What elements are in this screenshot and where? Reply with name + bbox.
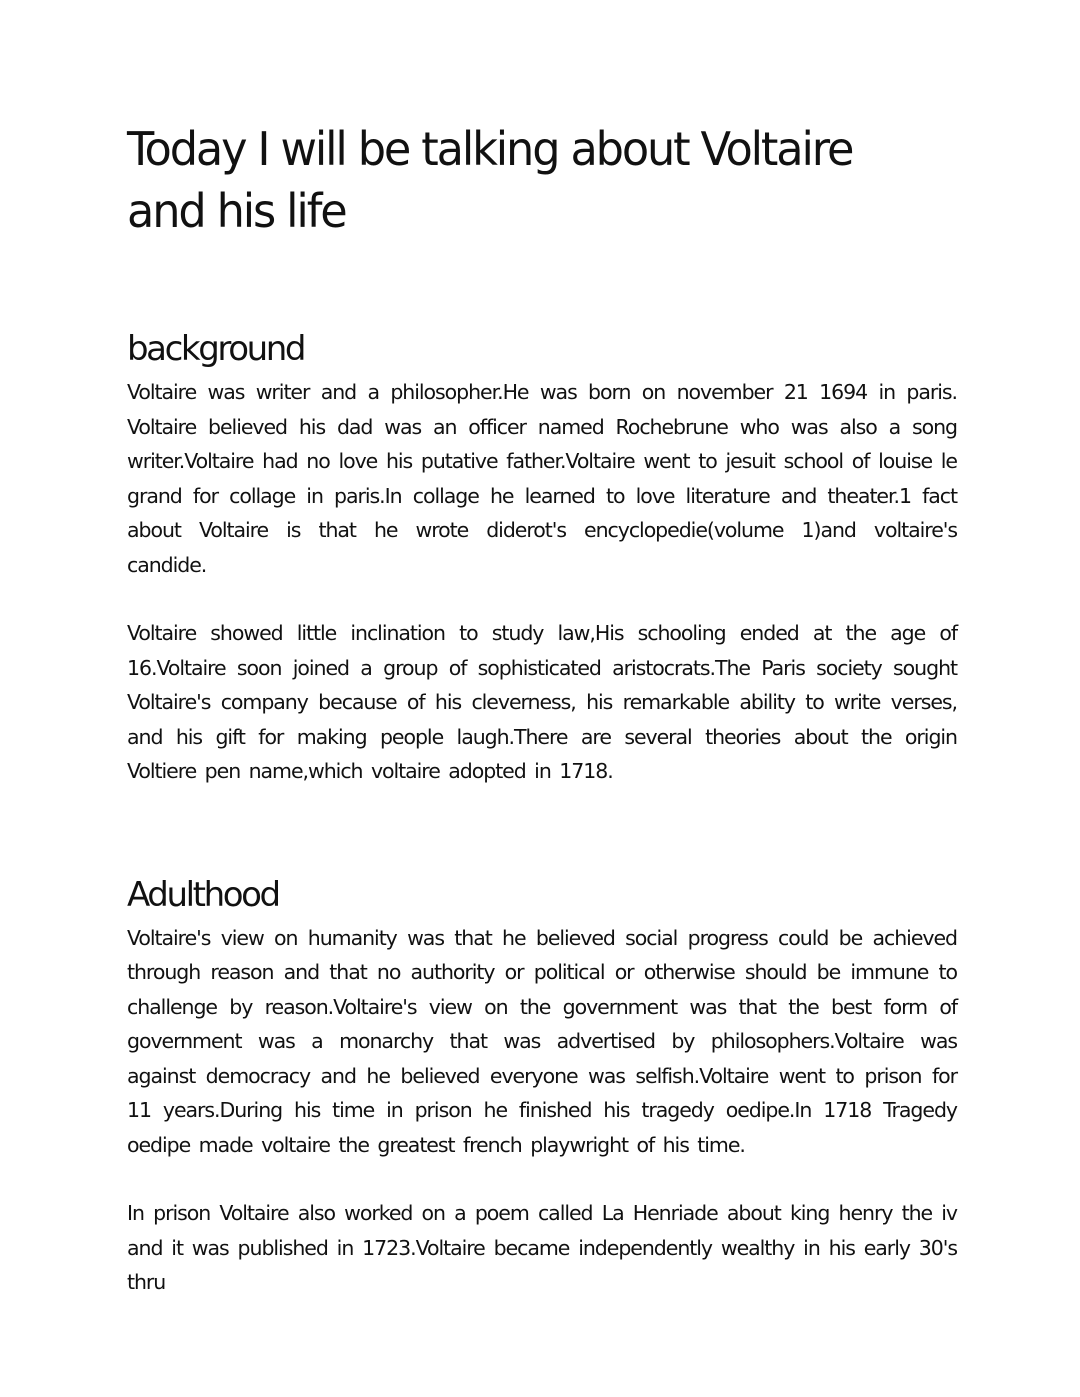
paragraph: In prison Voltaire also worked on a poem called La Henriade about king henry the iv and it was published in 1723.Voltaire became independently wealthy in his early 30's thru	[127, 1201, 957, 1294]
document-page	[127, 118, 957, 1300]
paragraph: Voltaire was writer and a philosopher.He was born on november 21 1694 in paris. Voltaire believed his dad was an officer named Rochebrune who was also a song writer.Voltaire had no love his putative father.Voltaire went to jesuit school of louise le grand for collage in paris.In collage he learned to love literature and theater.1 fact about Voltaire is that he wrote diderot's encyclopedie(volume 1)and voltaire's candide.	[127, 380, 957, 577]
section-heading-background: background	[127, 329, 305, 369]
section-background	[127, 329, 957, 789]
section-heading-adulthood: Adulthood	[127, 874, 279, 915]
page-title: Today I will be talking about Voltaire and his life	[127, 122, 853, 238]
paragraph: Voltaire's view on humanity was that he believed social progress could be achieved through reason and that no authority or political or otherwise should be immune to challenge by reason.Voltaire's view on the government was that the best form of government was a monarchy that was advertised by philosophers.Voltaire was against democracy and he believed everyone was selfish.Voltaire went to prison for 11 years.During his time in prison he finished his tragedy oedipe.In 1718 Tragedy oedipe made voltaire the greatest french playwright of his time.	[127, 925, 957, 1157]
paragraph: Voltaire showed little inclination to study law,His schooling ended at the age of 16.Voltaire soon joined a group of sophisticated aristocrats.The Paris society sought Voltaire's company because of his cleverness, his remarkable ability to write verses, and his gift for making people laugh.There are several theories about the origin Voltiere pen name,which voltaire adopted in 1718.	[127, 621, 957, 783]
section-adulthood	[127, 875, 957, 1300]
